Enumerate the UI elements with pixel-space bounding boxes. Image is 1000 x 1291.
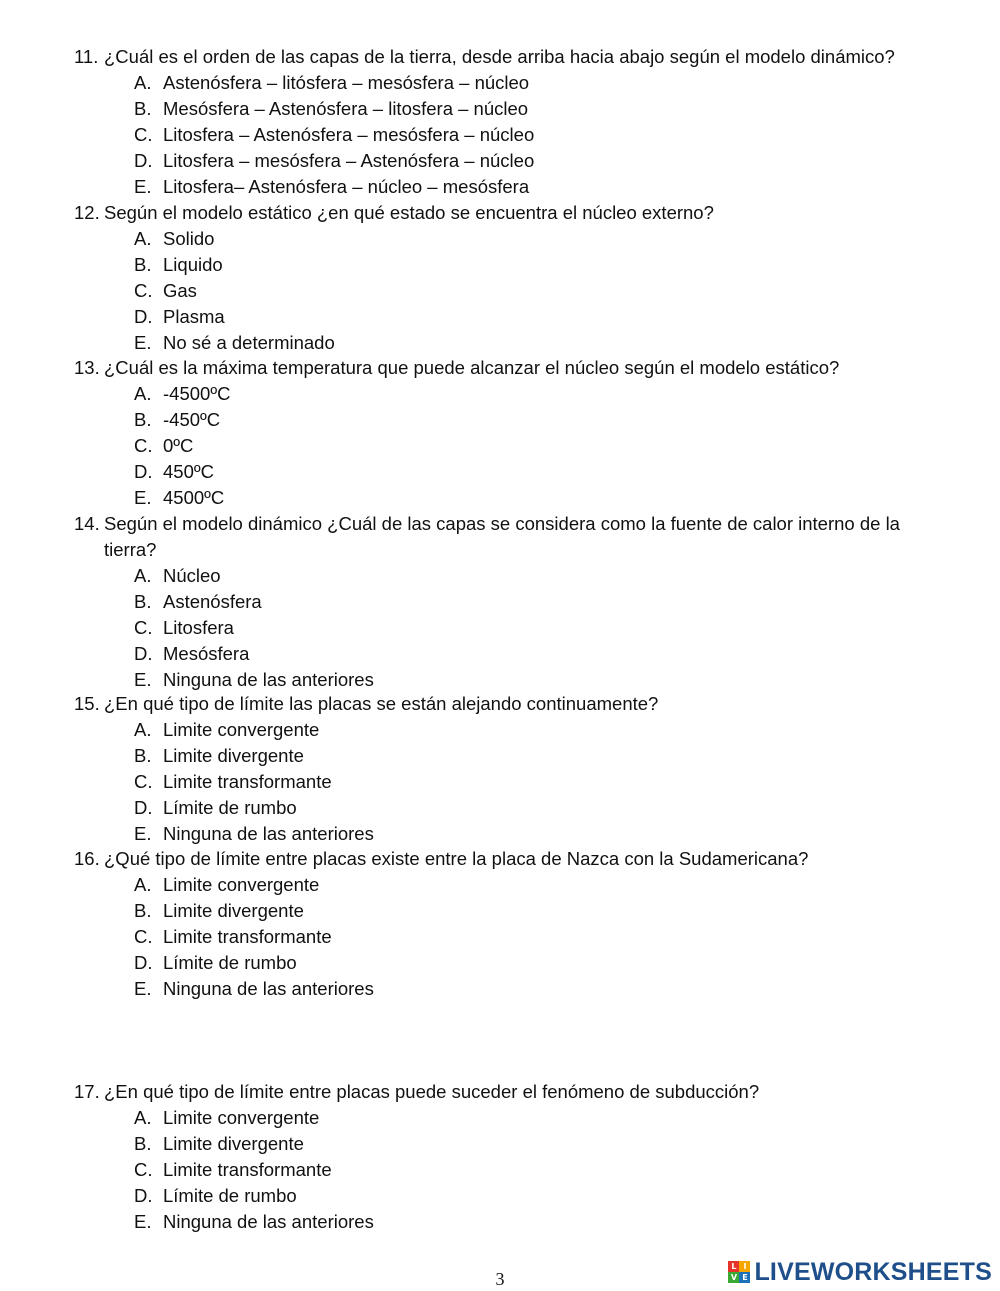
question-text: ¿Qué tipo de límite entre placas existe entre la placa de Nazca con la Sudamericana? xyxy=(104,848,809,869)
question-13 xyxy=(74,355,954,511)
option-a: A. Solido xyxy=(134,228,215,249)
option-b: B. Limite divergente xyxy=(134,744,304,766)
option-list xyxy=(74,381,954,511)
question-number: 12. xyxy=(74,202,100,223)
option-c: C. Limite transformante xyxy=(134,770,332,792)
option-a: A. Astenósfera – litósfera – mesósfera – núcleo xyxy=(134,72,530,93)
question-17 xyxy=(74,1079,954,1235)
question-text: Según el modelo dinámico ¿Cuál de las capas se considera como la fuente de calor interno de la tierra? xyxy=(104,513,900,560)
question-number: 13. xyxy=(74,357,100,378)
option-e: E. Ninguna de las anteriores xyxy=(134,977,374,999)
option-list xyxy=(74,717,954,847)
question-number: 15. xyxy=(74,693,100,714)
question-number: 14. xyxy=(74,513,100,534)
option-d: D. Plasma xyxy=(134,305,225,327)
option-b: B. Mesósfera – Astenósfera – litosfera – núcleo xyxy=(134,97,529,119)
option-e: E. Litosfera– Astenósfera – núcleo – mesósfera xyxy=(134,175,530,197)
option-list xyxy=(74,70,954,200)
option-b: B. Liquido xyxy=(134,253,223,275)
option-c: C. Limite transformante xyxy=(134,925,332,947)
option-b: B. Limite divergente xyxy=(134,899,304,921)
option-d: D. Límite de rumbo xyxy=(134,796,297,818)
option-b: B. Astenósfera xyxy=(134,590,262,612)
option-a: A. Limite convergente xyxy=(134,1107,320,1128)
liveworksheets-brand[interactable] xyxy=(728,1257,992,1287)
option-c: C. Litosfera – Astenósfera – mesósfera – núcleo xyxy=(134,123,535,145)
question-number: 16. xyxy=(74,848,100,869)
question-text: ¿En qué tipo de límite las placas se están alejando continuamente? xyxy=(104,693,659,714)
question-text: ¿Cuál es la máxima temperatura que puede alcanzar el núcleo según el modelo estático? xyxy=(104,357,840,378)
question-11 xyxy=(74,44,954,200)
option-c: C. 0ºC xyxy=(134,434,194,456)
option-e: E. Ninguna de las anteriores xyxy=(134,1210,374,1232)
option-d: D. 450ºC xyxy=(134,460,214,482)
question-text: ¿Cuál es el orden de las capas de la tierra, desde arriba hacia abajo según el modelo dinámico? xyxy=(104,46,895,67)
option-d: D. Mesósfera xyxy=(134,642,250,664)
option-e: E. Ninguna de las anteriores xyxy=(134,822,374,844)
question-16 xyxy=(74,846,954,1002)
question-text: Según el modelo estático ¿en qué estado se encuentra el núcleo externo? xyxy=(104,202,714,223)
option-d: D. Límite de rumbo xyxy=(134,1184,297,1206)
option-c: C. Gas xyxy=(134,279,197,301)
liveworksheets-logo-icon: L I V E xyxy=(728,1261,750,1283)
option-d: D. Límite de rumbo xyxy=(134,951,297,973)
option-list xyxy=(74,226,954,356)
question-12 xyxy=(74,200,954,356)
page-number: 3 xyxy=(495,1269,505,1289)
option-e: E. No sé a determinado xyxy=(134,331,335,353)
option-list xyxy=(74,1105,954,1235)
option-list xyxy=(74,563,954,693)
option-a: A. Núcleo xyxy=(134,565,221,586)
option-list xyxy=(74,872,954,1002)
option-b: B. Limite divergente xyxy=(134,1132,304,1154)
option-a: A. -4500ºC xyxy=(134,383,231,404)
option-a: A. Limite convergente xyxy=(134,719,320,740)
option-d: D. Litosfera – mesósfera – Astenósfera – núcleo xyxy=(134,149,535,171)
question-text: ¿En qué tipo de límite entre placas puede suceder el fenómeno de subducción? xyxy=(104,1081,760,1102)
question-number: 11. xyxy=(74,46,99,67)
option-e: E. Ninguna de las anteriores xyxy=(134,668,374,690)
option-b: B. -450ºC xyxy=(134,408,221,430)
option-e: E. 4500ºC xyxy=(134,486,225,508)
question-number: 17. xyxy=(74,1081,100,1102)
option-c: C. Limite transformante xyxy=(134,1158,332,1180)
question-15 xyxy=(74,691,954,847)
question-14 xyxy=(74,511,954,693)
brand-name: LIVEWORKSHEETS xyxy=(754,1257,992,1286)
option-a: A. Limite convergente xyxy=(134,874,320,895)
option-c: C. Litosfera xyxy=(134,616,234,638)
